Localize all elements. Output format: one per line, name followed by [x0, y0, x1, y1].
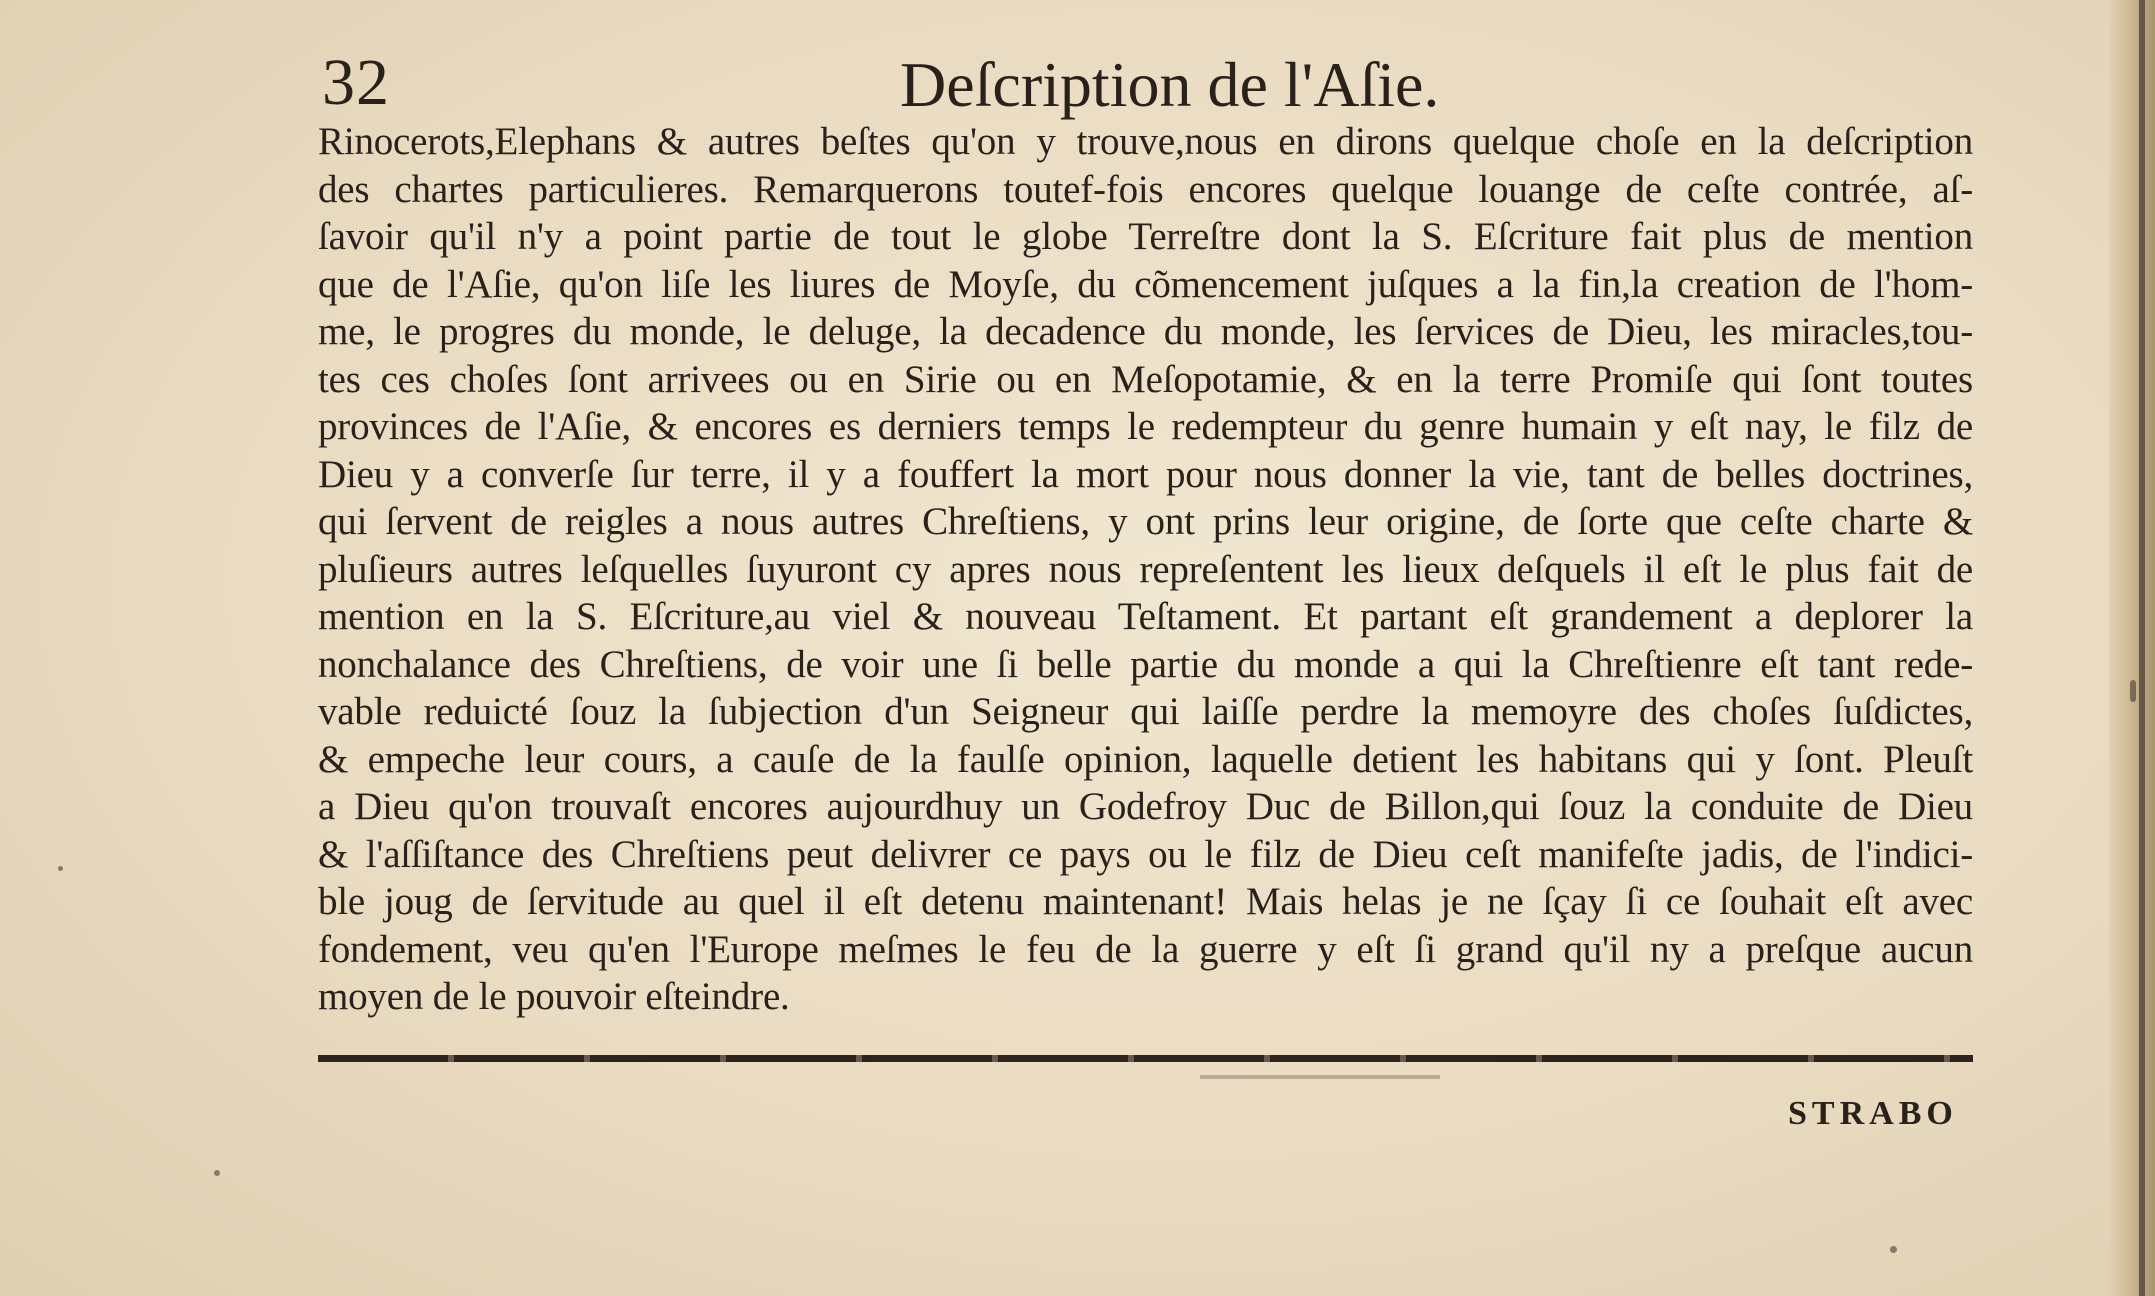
gutter-shadow — [2139, 0, 2145, 1296]
ink-speck — [214, 1170, 220, 1176]
text-line: a Dieu qu'on trouvaſt encores aujourdhuy un Godefroy Duc de Billon,qui ſouz la conduite de Dieu — [318, 785, 1973, 828]
text-line: Dieu y a converſe ſur terre, il y a fouffert la mort pour nous donner la vie, tant de belles doctrines, — [318, 452, 1973, 496]
text-line: des chartes particulieres. Remarquerons toutef-fois encores quelque louange de ceſte contrée, aſ- — [318, 167, 1973, 211]
ink-speck — [58, 866, 63, 871]
text-line: mention en la S. Eſcriture,au viel & nouveau Teſtament. Et partant eſt grandement a deplorer la — [318, 595, 1973, 638]
book-gutter — [2109, 0, 2155, 1296]
page-number: 32 — [322, 46, 390, 119]
text-line: ſavoir qu'il n'y a point partie de tout le globe Terreſtre dont la S. Eſcriture fait plus de mention — [318, 215, 1973, 258]
text-line: que de l'Aſie, qu'on liſe les liures de Moyſe, du cõmencement juſques a la fin,la creation de l'hom- — [318, 262, 1973, 306]
catchword: STRABO — [1788, 1095, 1958, 1132]
text-line: nonchalance des Chreſtiens, de voir une ſi belle partie du monde a qui la Chreſtienre eſt tant rede- — [318, 642, 1973, 686]
text-line: Rinocerots,Elephans & autres beſtes qu'on y trouve,nous en dirons quelque choſe en la deſcription — [318, 120, 1973, 163]
text-line: vable reduicté ſouz la ſubjection d'un Seigneur qui laiſſe perdre la memoyre des choſes ſuſdictes, — [318, 690, 1973, 733]
text-line: fondement, veu qu'en l'Europe meſmes le feu de la guerre y eſt ſi grand qu'il ny a preſque aucun — [318, 927, 1973, 971]
ink-speck — [1890, 1246, 1897, 1253]
text-line: pluſieurs autres leſquelles ſuyuront cy apres nous repreſentent les lieux deſquels il eſt le plus fait de — [318, 547, 1973, 591]
text-line: & l'aſſiſtance des Chreſtiens peut delivrer ce pays ou le filz de Dieu ceſt manifeſte jadis, de l'indici- — [318, 832, 1973, 876]
text-line: tes ces choſes ſont arrivees ou en Sirie ou en Meſopotamie, & en la terre Promiſe qui ſont toutes — [318, 357, 1973, 401]
ink-speck — [2130, 680, 2136, 702]
text-line: & empeche leur cours, a cauſe de la faulſe opinion, laquelle detient les habitans qui y ſont. Pleuſt — [318, 737, 1973, 781]
text-line: me, le progres du monde, le deluge, la decadence du monde, les ſervices de Dieu, les miracles,tou- — [318, 310, 1973, 353]
text-line: moyen de le pouvoir eſteindre. — [318, 975, 790, 1018]
text-line: qui ſervent de reigles a nous autres Chreſtiens, y ont prins leur origine, de ſorte que ceſte charte & — [318, 500, 1973, 543]
text-line: ble joug de ſervitude au quel il eſt detenu maintenant! Mais helas je ne ſçay ſi ce ſouhait eſt avec — [318, 880, 1973, 923]
body-text — [318, 118, 1973, 1021]
horizontal-rule — [318, 1055, 1973, 1062]
running-head: Deſcription de l'Aſie. — [900, 49, 1440, 120]
show-through-mark — [1200, 1075, 1440, 1079]
text-line: provinces de l'Aſie, & encores es derniers temps le redempteur du genre humain y eſt nay, le filz de — [318, 405, 1973, 448]
